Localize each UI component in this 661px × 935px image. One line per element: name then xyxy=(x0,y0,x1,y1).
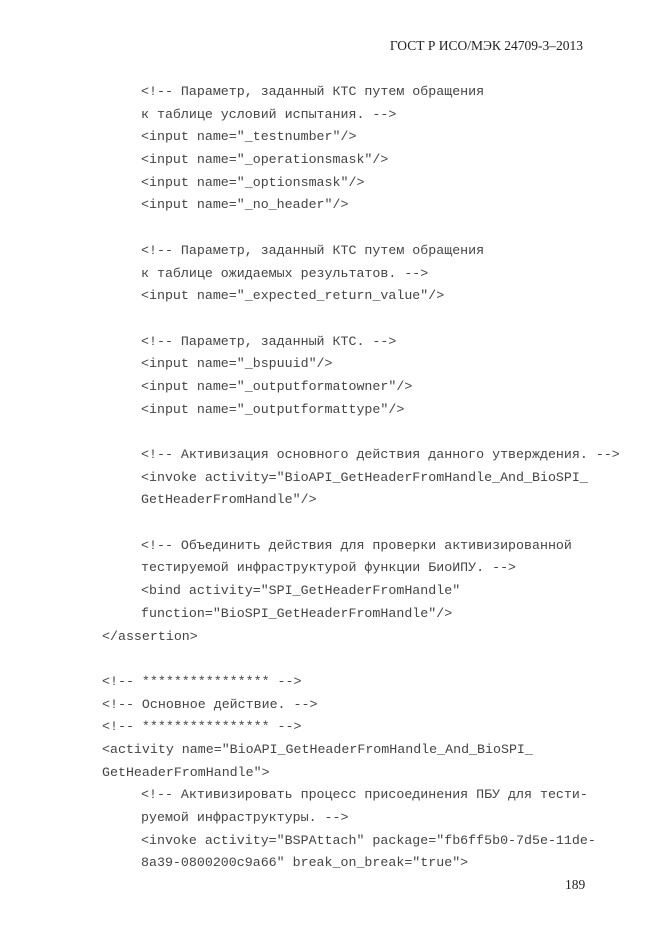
code-line: <!-- Параметр, заданный КТС. --> xyxy=(141,333,397,349)
code-line: к таблице условий испытания. --> xyxy=(141,106,397,122)
code-line: </assertion> xyxy=(102,628,198,644)
document-header: ГОСТ Р ИСО/МЭК 24709-3–2013 xyxy=(389,38,583,53)
code-line: к таблице ожидаемых результатов. --> xyxy=(141,265,429,281)
code-line: <!-- Активизировать процесс присоединения ПБУ для тести- xyxy=(141,787,588,803)
code-line: GetHeaderFromHandle"> xyxy=(102,764,270,780)
code-line: <!-- Параметр, заданный КТС путем обращения xyxy=(141,84,485,99)
blank-line xyxy=(102,512,620,535)
code-line: 8a39-0800200c9a66" break_on_break="true"> xyxy=(141,855,469,871)
code-line: <!-- **************** --> xyxy=(102,673,302,689)
page-number: 189 xyxy=(565,877,586,892)
code-line: <!-- Объединить действия для проверки активизированной xyxy=(141,537,572,553)
code-line: function="BioSPI_GetHeaderFromHandle"/> xyxy=(141,605,453,621)
code-line: <input name="_testnumber"/> xyxy=(141,129,357,145)
blank-line xyxy=(102,308,620,331)
code-line: <invoke activity="BioAPI_GetHeaderFromHandle_And_BioSPI_ xyxy=(141,469,588,485)
code-line: <input name="_operationsmask"/> xyxy=(141,152,389,168)
code-line: <activity name="BioAPI_GetHeaderFromHandle_And_BioSPI_ xyxy=(102,741,533,757)
code-line: <input name="_outputformattype"/> xyxy=(141,401,405,417)
code-line: <input name="_bspuuid"/> xyxy=(141,356,333,372)
code-line: <invoke activity="BSPAttach" package="fb6ff5b0-7d5e-11de- xyxy=(141,832,596,848)
code-line: тестируемой инфраструктурой функции БиоИПУ. --> xyxy=(141,560,517,576)
code-line: <!-- Активизация основного действия данного утверждения. --> xyxy=(141,447,620,462)
code-line: <!-- Параметр, заданный КТС путем обращения xyxy=(141,242,485,258)
code-line: <!-- **************** --> xyxy=(102,719,302,735)
code-line: <bind activity="SPI_GetHeaderFromHandle" xyxy=(141,583,461,599)
code-listing xyxy=(102,81,620,875)
code-line: <input name="_no_header"/> xyxy=(141,197,349,213)
code-line: <input name="_outputformatowner"/> xyxy=(141,378,413,394)
blank-line xyxy=(102,648,620,671)
blank-line xyxy=(102,217,620,240)
blank-line xyxy=(102,421,620,444)
code-line: руемой инфраструктуры. --> xyxy=(141,810,349,825)
code-line: <input name="_optionsmask"/> xyxy=(141,174,365,190)
code-line: <!-- Основное действие. --> xyxy=(102,696,318,712)
code-line: <input name="_expected_return_value"/> xyxy=(141,288,445,304)
code-line: GetHeaderFromHandle"/> xyxy=(141,492,317,508)
